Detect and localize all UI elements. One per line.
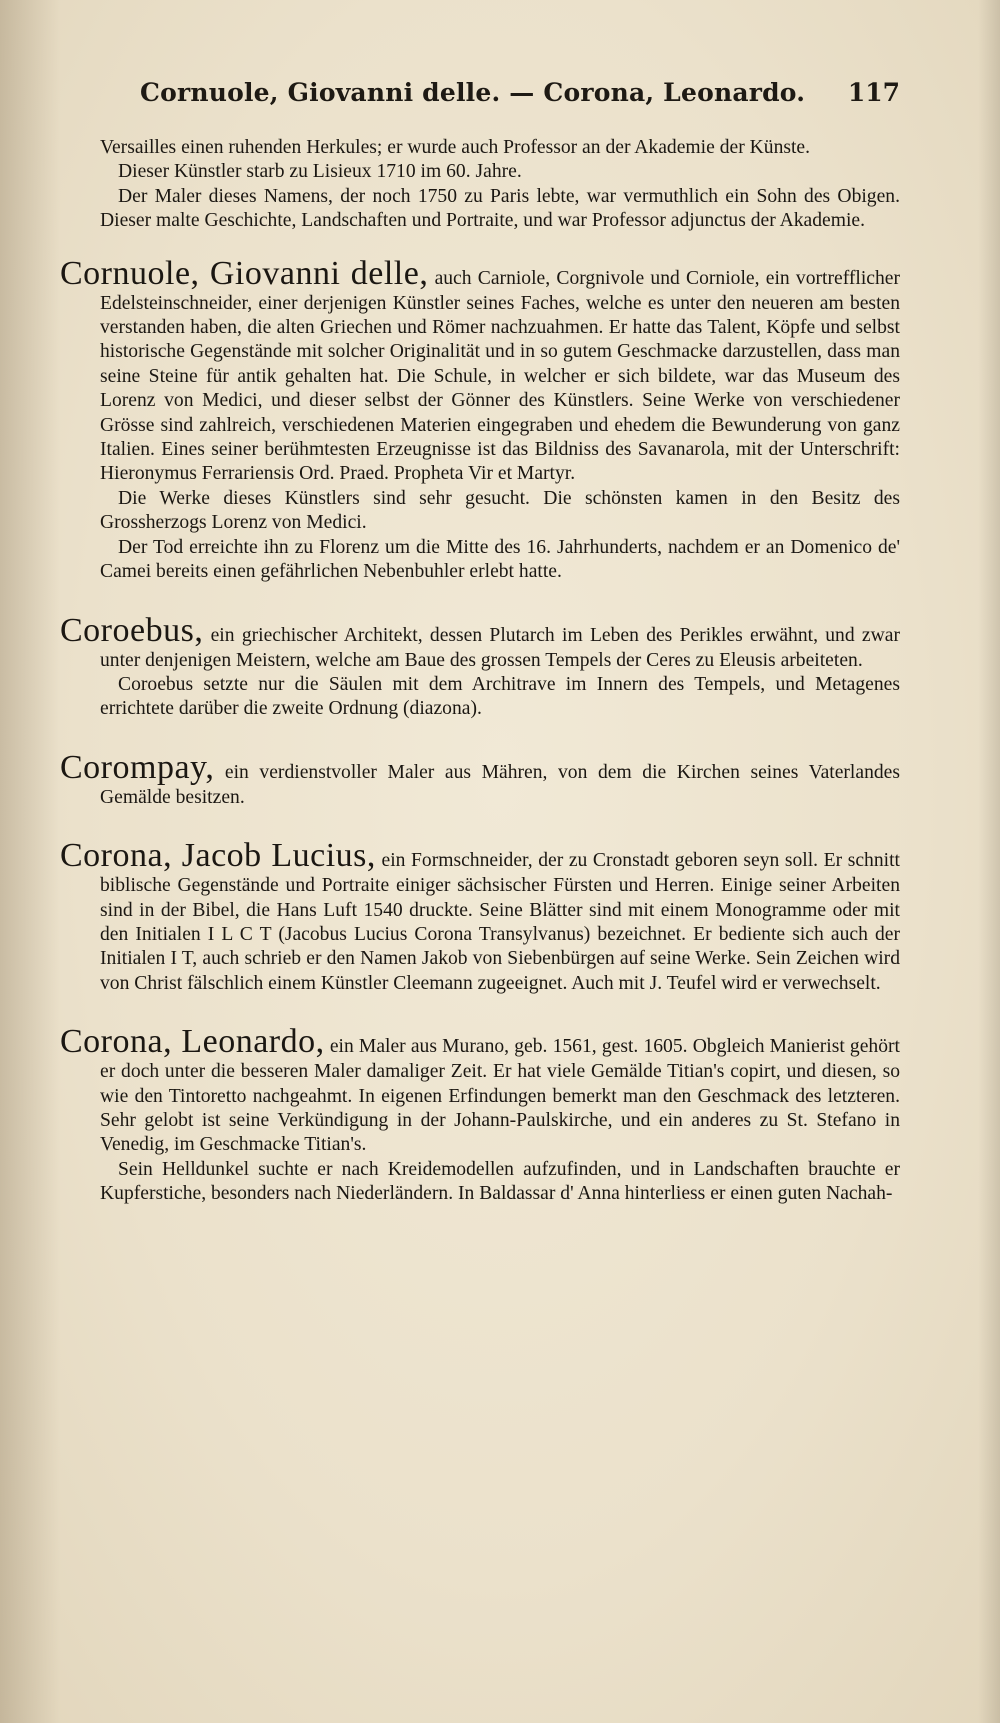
intro-paragraph-3: Der Maler dieses Namens, der noch 1750 zu Paris lebte, war vermuthlich ein Sohn des Obigen. Dieser malte Geschichte, Landschaften und Portraite, und war Professor adjunctus der Akademie.	[100, 185, 900, 232]
entry-corompay-heading: Corompay,	[60, 748, 215, 786]
entry-cornuole-first-paragraph	[60, 254, 900, 487]
running-head-title: Cornuole, Giovanni delle. — Corona, Leonardo.	[140, 78, 806, 107]
entry-cornuole-text: auch Carniole, Corgnivole und Corniole, ein vortrefflicher Edelsteinschneider, einer derjenigen Künstler seines Faches, welche es unter den neueren am besten verstanden haben, die alten Griechen und Römer nachzuahmen. Er hatte das Talent, Köpfe und selbst historische Gegenstände mit solcher Originalität und in so gutem Geschmacke darzustellen, dass man seine Steine für antik gehalten hat. Die Schule, in welcher er sich bildete, war das Museum des Lorenz von Medici, und dieser selbst der Gönner des Künstlers. Seine Werke von verschiedener Grösse sind zahlreich, verschiedenen Materien eingegraben und ehedem die Bewunderung von ganz Italien. Eines seiner berühmtesten Erzeugnisse ist das Bildniss des Savanarola, mit der Unterschrift: Hieronymus Ferrariensis Ord. Praed. Propheta Vir et Martyr.	[100, 267, 900, 485]
entry-corompay-text: ein verdienstvoller Maler aus Mähren, von dem die Kirchen seines Vaterlandes Gemälde besitzen.	[100, 761, 900, 808]
entry-coroebus-paragraph-2: Coroebus setzte nur die Säulen mit dem Architrave im Innern des Tempels, und Metagenes errichtete darüber die zweite Ordnung (diazona).	[100, 673, 900, 720]
entry-cornuole-paragraph-3: Der Tod erreichte ihn zu Florenz um die Mitte des 16. Jahrhunderts, nachdem er an Domenico de' Camei bereits einen gefährlichen Nebenbuhler erlebt hatte.	[100, 536, 900, 583]
entry-coroebus-first-paragraph	[60, 611, 900, 673]
entry-corompay	[60, 748, 900, 810]
entry-corompay-first-paragraph	[60, 748, 900, 810]
entry-cornuole	[60, 254, 900, 585]
entry-corona-leonardo	[60, 1023, 900, 1206]
entry-corona-leonardo-heading: Corona, Leonardo,	[60, 1023, 325, 1061]
page-content	[60, 136, 900, 1207]
entry-corona-leonardo-paragraph-2: Sein Helldunkel suchte er nach Kreidemodellen aufzufinden, und in Landschaften brauchte er Kupferstiche, besonders nach Niederländern. In Baldassar d' Anna hinterliess er einen guten Nachah-	[100, 1158, 900, 1205]
entry-corona-leonardo-first-paragraph	[60, 1023, 900, 1158]
entry-cornuole-heading: Cornuole, Giovanni delle,	[60, 254, 429, 292]
entry-coroebus	[60, 611, 900, 722]
entry-corona-jacob-heading: Corona, Jacob Lucius,	[60, 837, 376, 875]
entry-corona-jacob-first-paragraph	[60, 837, 900, 996]
intro-paragraph-2: Dieser Künstler starb zu Lisieux 1710 im 60. Jahre.	[118, 161, 522, 183]
running-head	[140, 78, 900, 118]
entry-corona-leonardo-text: ein Maler aus Murano, geb. 1561, gest. 1605. Obgleich Manierist gehört er doch unter die besseren Maler damaliger Zeit. Er hat viele Gemälde Titian's copirt, und diesen, so wie den Tintoretto nachgeahmt. In eigenen Erfindungen bemerkt man den Geschmack des letzteren. Sehr gelobt ist seine Verkündigung in der Johann-Paulskirche, und ein anderes zu St. Stefano in Venedig, im Geschmacke Titian's.	[100, 1036, 900, 1156]
entry-corona-jacob-lucius	[60, 837, 900, 996]
entry-coroebus-text: ein griechischer Architekt, dessen Plutarch im Leben des Perikles erwähnt, und zwar unter denjenigen Meistern, welche am Baue des grossen Tempels der Ceres zu Eleusis arbeiteten.	[100, 624, 900, 671]
entry-corona-jacob-text: ein Formschneider, der zu Cronstadt geboren seyn soll. Er schnitt biblische Gegenstände und Portraite einiger sächsischer Fürsten und Herren. Einige seiner Arbeiten sind in der Bibel, die Hans Luft 1540 druckte. Seine Blätter sind mit einem Monogramme oder mit den Initialen I L C T (Jacobus Lucius Corona Transylvanus) bezeichnet. Er bediente sich auch der Initialen I T, auch schrieb er den Namen Jakob von Siebenbürgen auf seine Werke. Sein Zeichen wird von Christ fälschlich einem Künstler Cleemann zugeeignet. Auch mit J. Teufel wird er verwechselt.	[100, 850, 900, 994]
entry-cornuole-paragraph-2: Die Werke dieses Künstlers sind sehr gesucht. Die schönsten kamen in den Besitz des Grossherzogs Lorenz von Medici.	[100, 487, 900, 534]
page-edge-shadow	[978, 0, 1000, 1723]
intro-paragraph-1: Versailles einen ruhenden Herkules; er wurde auch Professor an der Akademie der Künste.	[100, 137, 811, 158]
page-gutter-shadow	[0, 0, 60, 1723]
page-number: 117	[847, 78, 900, 107]
entry-coroebus-heading: Coroebus,	[60, 611, 204, 649]
